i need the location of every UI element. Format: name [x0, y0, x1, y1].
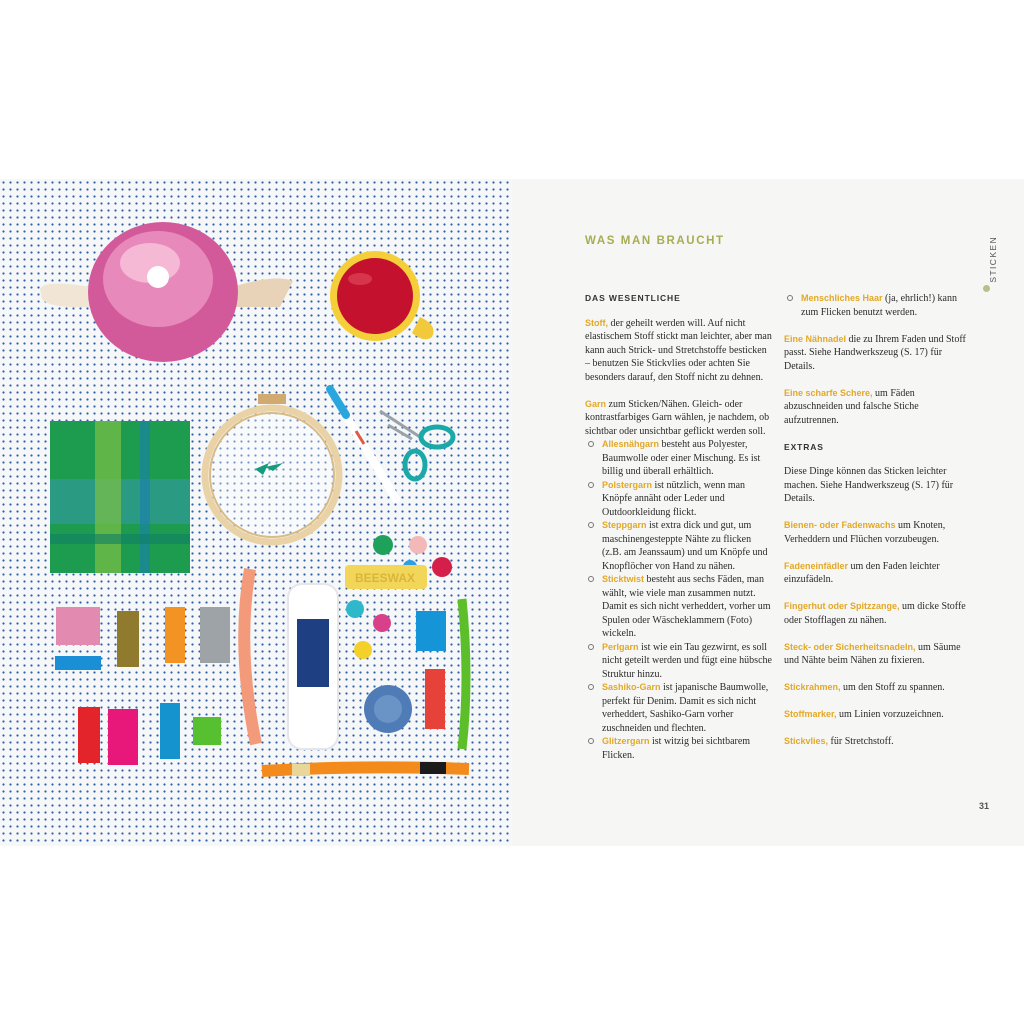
- item-thimble: [784, 600, 974, 627]
- text-garn: zum Sticken/Nähen. Gleich- oder kontrastfarbiges Garn wählen, je nachdem, ob sichtbar oder unsichtbar geflickt werden soll.: [585, 398, 770, 437]
- text: ist extra dick und gut, um maschinengesteppte Nähte zu flicken (z.B. am Jeanssaum) und um Knöpfe und Knopflöcher von Hand zu nähen.: [602, 520, 768, 572]
- term: Eine Nähnadel: [784, 333, 847, 344]
- page-number: 31: [979, 801, 990, 811]
- bullet-icon: [588, 441, 594, 447]
- embroidery-hoop-image: [205, 394, 339, 542]
- bullet-icon: [588, 644, 594, 650]
- craft-supplies-photo: [0, 179, 512, 846]
- book-spread: [0, 179, 1024, 846]
- left-text-column: [585, 292, 773, 776]
- text: (ja, ehrlich!) kann zum Flicken benutzt werden.: [801, 293, 957, 318]
- list-item: [585, 735, 773, 762]
- page-title: WAS MAN BRAUCHT: [585, 235, 725, 247]
- scissors-image: [380, 411, 453, 479]
- perle-cotton-ball-image: [364, 685, 412, 733]
- text: um Fäden abzuschneiden und falsche Stiche aufzutrennen.: [784, 387, 919, 426]
- paragraph-garn: [585, 398, 773, 439]
- item-threader: [784, 560, 974, 587]
- item-stabilizer: [784, 735, 974, 749]
- item-scissors: [784, 387, 974, 428]
- text-stoff: der geheilt werden will. Auf nicht elastischem Stoff stickt man leichter, aber man kann auch Strick- und Stretchstoffe besticken – benutzen Sie Stickvlies oder achten Sie besonders darauf, den Stoff nicht zu dehnen.: [585, 317, 772, 383]
- list-item: [585, 573, 773, 641]
- text: ist witzig bei sichtbarem Flicken.: [602, 736, 751, 761]
- list-item: [585, 438, 773, 479]
- term: Glitzergarn: [602, 736, 650, 746]
- sashiko-braid-image: [244, 569, 256, 744]
- text: um den Faden leichter einzufädeln.: [784, 560, 940, 585]
- term-garn: Garn: [585, 398, 607, 409]
- paragraph-stoff: [585, 317, 773, 385]
- term: Eine scharfe Schere,: [784, 387, 873, 398]
- term: Stickrahmen,: [784, 682, 841, 692]
- text: um dicke Stoffe oder Stofflagen zu nähen.: [784, 601, 966, 626]
- term: Bienen- oder Fadenwachs: [784, 520, 896, 530]
- beeswax-image: [345, 565, 427, 589]
- item-wax: [784, 519, 974, 546]
- text: für Stretchstoff.: [828, 736, 894, 747]
- section-title-extras: EXTRAS: [784, 441, 824, 452]
- term: Sticktwist: [602, 574, 645, 584]
- text: um Säume und Nähte beim Nähen zu fixieren.: [784, 641, 961, 666]
- list-item: [585, 479, 773, 520]
- supplies-illustration: [0, 179, 512, 846]
- item-needle: [784, 333, 974, 374]
- text: ist nützlich, wenn man Knöpfe annäht oder Leder und Outdoorkleidung flickt.: [602, 479, 746, 518]
- chapter-tab-label: STICKEN: [988, 236, 998, 283]
- term: Stoffmarker,: [784, 709, 837, 719]
- item-pins: [784, 641, 974, 668]
- thread-spools-image: [55, 607, 230, 765]
- term: Fadeneinfädler: [784, 560, 849, 571]
- list-item: [585, 641, 773, 682]
- item-hoop: [784, 681, 974, 695]
- bullet-icon: [588, 522, 594, 528]
- text: die zu Ihrem Faden und Stoff passt. Siehe Handwerkszeug (S. 17) für Details.: [784, 333, 966, 372]
- term: Polstergarn: [602, 479, 653, 490]
- section-title-essentials: DAS WESENTLICHE: [585, 293, 681, 303]
- term: Fingerhut oder Spitzzange,: [784, 601, 900, 611]
- text: besteht aus Polyester, Baumwolle oder einer Mischung. Es ist billig und überall erhältlich.: [602, 439, 761, 477]
- list-item: [585, 519, 773, 573]
- text: um den Stoff zu spannen.: [840, 682, 945, 693]
- term: Steck- oder Sicherheitsnadeln,: [784, 641, 916, 652]
- hair-list: [784, 292, 974, 319]
- extras-intro: Diese Dinge können das Sticken leichter machen. Siehe Handwerkszeug (S. 17) für Details.: [784, 466, 954, 504]
- teacup-image: [330, 251, 434, 341]
- thread-types-list: [585, 438, 773, 762]
- term: Allesnähgarn: [602, 439, 660, 449]
- beeswax-label: BEESWAX: [355, 571, 416, 585]
- green-fabric-image: [50, 421, 190, 573]
- sashiko-skein-image: [288, 584, 338, 749]
- text-page: [512, 179, 1024, 846]
- right-text-column: [784, 292, 974, 762]
- term: Stickvlies,: [784, 736, 829, 746]
- bullet-icon: [588, 684, 594, 690]
- text: um Linien vorzuzeichnen.: [836, 709, 944, 720]
- text: besteht aus sechs Fäden, man wählt, wie viele man zusammen nutzt. Damit es sich nicht verheddert, vorher um Spulen oder Wäscheklammern (Foto) wickeln.: [602, 574, 771, 639]
- list-item: [585, 681, 773, 735]
- text: um Knoten, Verheddern und Flüchen vorzubeugen.: [784, 520, 946, 545]
- teapot-image: [40, 222, 293, 362]
- term-stoff: Stoff,: [585, 317, 608, 328]
- term: Menschliches Haar: [801, 293, 883, 303]
- text: ist wie ein Tau gezwirnt, es soll nicht geteilt werden und fügt eine hübsche Struktur hinzu.: [602, 641, 772, 680]
- term: Perlgarn: [602, 641, 639, 652]
- item-marker: [784, 708, 974, 722]
- bullet-icon: [588, 482, 594, 488]
- bullet-icon: [588, 738, 594, 744]
- chapter-tab-dot-icon: [983, 285, 990, 292]
- bullet-icon: [787, 295, 793, 301]
- list-item: [784, 292, 974, 319]
- bullet-icon: [588, 576, 594, 582]
- term: Steppgarn: [602, 520, 647, 530]
- text: ist japanische Baumwolle, perfekt für Denim. Damit es sich nicht verheddert, Sashiko-Garn vorher zuschneiden und flechten.: [602, 682, 769, 734]
- term: Sashiko-Garn: [602, 682, 661, 692]
